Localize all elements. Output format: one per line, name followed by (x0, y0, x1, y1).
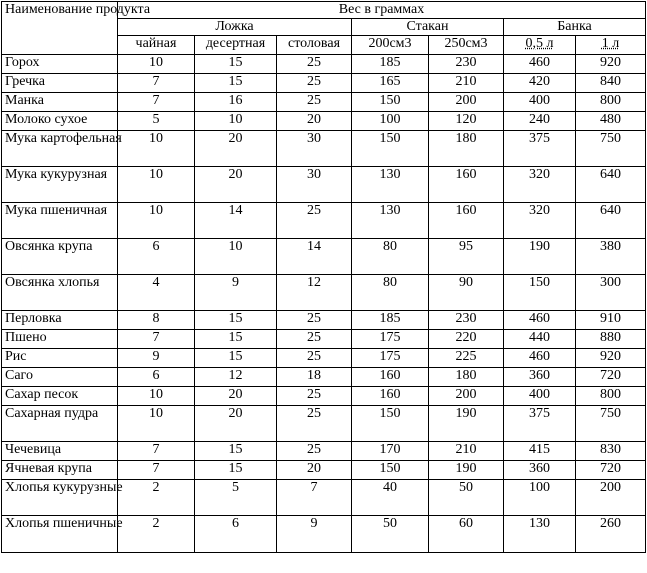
weight-cell: 375 (504, 406, 576, 442)
weight-cell: 920 (576, 349, 646, 368)
product-name: Гречка (2, 74, 118, 93)
weight-cell: 15 (195, 349, 277, 368)
weight-cell: 460 (504, 311, 576, 330)
subheader-dessert-spoon: десертная (195, 36, 277, 55)
weight-cell: 80 (352, 275, 429, 311)
weight-cell: 6 (195, 516, 277, 553)
weight-cell: 185 (352, 55, 429, 74)
weight-cell: 30 (277, 131, 352, 167)
weight-cell: 20 (195, 387, 277, 406)
weight-cell: 7 (118, 330, 195, 349)
weight-cell: 165 (352, 74, 429, 93)
weight-cell: 95 (429, 239, 504, 275)
weight-cell: 18 (277, 368, 352, 387)
weight-cell: 840 (576, 74, 646, 93)
weight-cell: 130 (352, 167, 429, 203)
weight-cell: 10 (118, 387, 195, 406)
table-row (2, 480, 646, 516)
product-name: Пшено (2, 330, 118, 349)
jar-header: Банка (504, 19, 646, 36)
table-row (2, 74, 646, 93)
weight-cell: 120 (429, 112, 504, 131)
weight-cell: 440 (504, 330, 576, 349)
weight-cell: 4 (118, 275, 195, 311)
weight-cell: 150 (352, 461, 429, 480)
product-name: Мука пшеничная (2, 203, 118, 239)
weight-cell: 15 (195, 461, 277, 480)
weight-cell: 160 (429, 167, 504, 203)
weight-cell: 6 (118, 239, 195, 275)
product-name: Чечевица (2, 442, 118, 461)
table-row (2, 203, 646, 239)
weight-cell: 180 (429, 368, 504, 387)
weight-cell: 25 (277, 349, 352, 368)
weight-cell: 9 (277, 516, 352, 553)
table-row (2, 442, 646, 461)
weight-cell: 210 (429, 74, 504, 93)
weight-cell: 10 (118, 131, 195, 167)
weight-cell: 420 (504, 74, 576, 93)
weight-cell: 20 (195, 406, 277, 442)
weight-cell: 160 (352, 368, 429, 387)
table-row (2, 387, 646, 406)
weight-cell: 720 (576, 461, 646, 480)
weight-cell: 20 (277, 112, 352, 131)
product-name: Сахарная пудра (2, 406, 118, 442)
weight-cell: 880 (576, 330, 646, 349)
weight-cell: 225 (429, 349, 504, 368)
weight-cell: 10 (118, 55, 195, 74)
weight-cell: 130 (504, 516, 576, 553)
weight-cell: 15 (195, 442, 277, 461)
weight-cell: 20 (195, 131, 277, 167)
weight-cell: 9 (195, 275, 277, 311)
weight-cell: 230 (429, 55, 504, 74)
weight-cell: 7 (277, 480, 352, 516)
product-name: Овсянка хлопья (2, 275, 118, 311)
weight-cell: 7 (118, 74, 195, 93)
weight-cell: 20 (195, 167, 277, 203)
table-row (2, 55, 646, 74)
product-name: Хлопья пшеничные (2, 516, 118, 553)
weight-cell: 300 (576, 275, 646, 311)
weight-cell: 30 (277, 167, 352, 203)
weight-cell: 25 (277, 93, 352, 112)
weight-cell: 460 (504, 349, 576, 368)
weight-cell: 25 (277, 55, 352, 74)
weight-cell: 375 (504, 131, 576, 167)
weight-cell: 50 (352, 516, 429, 553)
weight-cell: 2 (118, 480, 195, 516)
weight-cell: 190 (429, 406, 504, 442)
weight-cell: 50 (429, 480, 504, 516)
weight-cell: 200 (576, 480, 646, 516)
weight-cell: 12 (195, 368, 277, 387)
weight-cell: 25 (277, 311, 352, 330)
weight-cell: 800 (576, 387, 646, 406)
table-row (2, 516, 646, 553)
table-row (2, 368, 646, 387)
weight-cell: 10 (195, 112, 277, 131)
table-row (2, 311, 646, 330)
weight-cell: 230 (429, 311, 504, 330)
weight-cell: 170 (352, 442, 429, 461)
weight-cell: 460 (504, 55, 576, 74)
weight-cell: 400 (504, 93, 576, 112)
weight-cell: 5 (195, 480, 277, 516)
weight-cell: 200 (429, 93, 504, 112)
product-name: Ячневая крупа (2, 461, 118, 480)
weight-cell: 800 (576, 93, 646, 112)
weight-cell: 100 (352, 112, 429, 131)
weight-cell: 160 (429, 203, 504, 239)
table-row (2, 167, 646, 203)
product-name: Мука картофельная (2, 131, 118, 167)
weight-cell: 25 (277, 442, 352, 461)
weight-cell: 5 (118, 112, 195, 131)
weight-cell: 400 (504, 387, 576, 406)
weight-cell: 185 (352, 311, 429, 330)
product-name: Сахар песок (2, 387, 118, 406)
product-name: Мука кукурузная (2, 167, 118, 203)
table-row (2, 93, 646, 112)
weight-cell: 360 (504, 368, 576, 387)
weight-cell: 80 (352, 239, 429, 275)
weight-cell: 10 (118, 203, 195, 239)
weight-cell: 90 (429, 275, 504, 311)
weight-cell: 150 (504, 275, 576, 311)
weight-cell: 750 (576, 131, 646, 167)
weight-cell: 415 (504, 442, 576, 461)
weight-cell: 830 (576, 442, 646, 461)
subheader-jar-liter: 1 л (576, 36, 646, 55)
subheader-teaspoon: чайная (118, 36, 195, 55)
subheader-jar-half-liter: 0,5 л (504, 36, 576, 55)
product-header: Наименование продукта (2, 2, 118, 55)
weight-cell: 320 (504, 167, 576, 203)
weight-cell: 2 (118, 516, 195, 553)
weight-cell: 15 (195, 330, 277, 349)
product-name: Молоко сухое (2, 112, 118, 131)
weight-cell: 100 (504, 480, 576, 516)
weight-cell: 15 (195, 311, 277, 330)
weight-cell: 910 (576, 311, 646, 330)
weight-cell: 240 (504, 112, 576, 131)
weight-cell: 480 (576, 112, 646, 131)
weight-cell: 210 (429, 442, 504, 461)
weight-cell: 7 (118, 461, 195, 480)
weight-cell: 12 (277, 275, 352, 311)
weight-cell: 220 (429, 330, 504, 349)
product-name: Манка (2, 93, 118, 112)
weight-cell: 25 (277, 330, 352, 349)
table-row (2, 239, 646, 275)
weight-cell: 25 (277, 387, 352, 406)
weight-cell: 10 (118, 167, 195, 203)
subheader-glass-200: 200см3 (352, 36, 429, 55)
weight-cell: 8 (118, 311, 195, 330)
table-row (2, 406, 646, 442)
weight-cell: 15 (195, 74, 277, 93)
weights-table (1, 1, 646, 553)
weight-cell: 175 (352, 330, 429, 349)
weight-cell: 150 (352, 406, 429, 442)
weight-cell: 640 (576, 167, 646, 203)
weight-cell: 720 (576, 368, 646, 387)
weight-cell: 15 (195, 55, 277, 74)
weight-cell: 320 (504, 203, 576, 239)
weight-cell: 10 (195, 239, 277, 275)
product-name: Саго (2, 368, 118, 387)
product-name: Перловка (2, 311, 118, 330)
weight-cell: 25 (277, 74, 352, 93)
weight-cell: 40 (352, 480, 429, 516)
table-body (2, 55, 646, 553)
weight-cell: 14 (277, 239, 352, 275)
weight-cell: 14 (195, 203, 277, 239)
glass-header: Стакан (352, 19, 504, 36)
weight-cell: 200 (429, 387, 504, 406)
weight-cell: 180 (429, 131, 504, 167)
product-name: Горох (2, 55, 118, 74)
weight-cell: 360 (504, 461, 576, 480)
weight-cell: 175 (352, 349, 429, 368)
weight-cell: 150 (352, 131, 429, 167)
header-row-1 (2, 2, 646, 19)
weight-cell: 160 (352, 387, 429, 406)
weight-header: Вес в граммах (118, 2, 646, 19)
product-name: Хлопья кукурузные (2, 480, 118, 516)
table-row (2, 330, 646, 349)
weight-cell: 190 (504, 239, 576, 275)
table-row (2, 349, 646, 368)
product-name: Рис (2, 349, 118, 368)
weight-cell: 640 (576, 203, 646, 239)
weight-cell: 25 (277, 406, 352, 442)
weight-cell: 150 (352, 93, 429, 112)
weight-cell: 9 (118, 349, 195, 368)
weight-cell: 25 (277, 203, 352, 239)
product-name: Овсянка крупа (2, 239, 118, 275)
spoon-header: Ложка (118, 19, 352, 36)
weight-cell: 920 (576, 55, 646, 74)
subheader-glass-250: 250см3 (429, 36, 504, 55)
table-row (2, 461, 646, 480)
weight-cell: 6 (118, 368, 195, 387)
weight-cell: 7 (118, 442, 195, 461)
weight-cell: 130 (352, 203, 429, 239)
table-row (2, 131, 646, 167)
weight-cell: 190 (429, 461, 504, 480)
weight-cell: 20 (277, 461, 352, 480)
weight-cell: 750 (576, 406, 646, 442)
weight-cell: 7 (118, 93, 195, 112)
table-row (2, 275, 646, 311)
table-row (2, 112, 646, 131)
subheader-tablespoon: столовая (277, 36, 352, 55)
weight-cell: 260 (576, 516, 646, 553)
weight-cell: 380 (576, 239, 646, 275)
weight-cell: 16 (195, 93, 277, 112)
weight-cell: 10 (118, 406, 195, 442)
weight-cell: 60 (429, 516, 504, 553)
